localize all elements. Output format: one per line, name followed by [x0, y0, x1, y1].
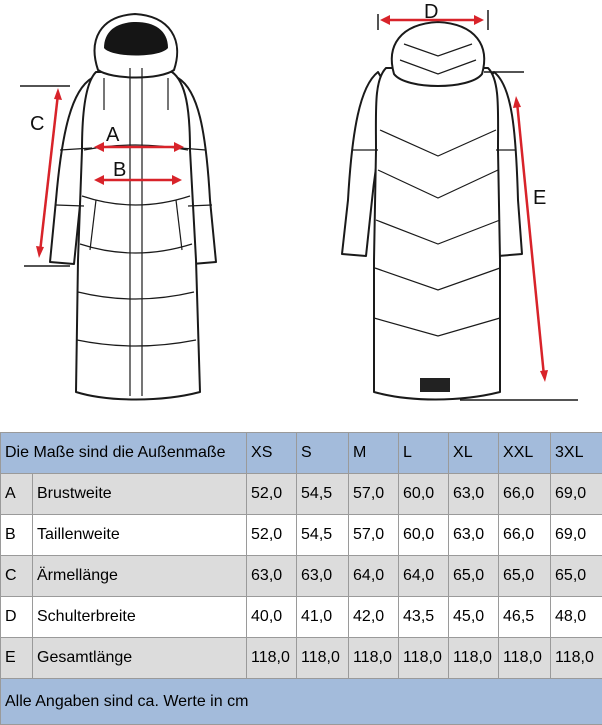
label-e: E — [533, 187, 546, 209]
measurement-cell: 118,0 — [399, 638, 449, 679]
label-d: D — [424, 1, 438, 23]
measurement-cell: 41,0 — [297, 597, 349, 638]
measurement-cell: 118,0 — [499, 638, 551, 679]
measurement-cell: 52,0 — [247, 515, 297, 556]
table-row — [1, 515, 602, 556]
size-header-cell: 3XL — [551, 433, 602, 474]
measurement-cell: 118,0 — [449, 638, 499, 679]
measurement-cell: 64,0 — [399, 556, 449, 597]
table-header-row — [1, 433, 602, 474]
label-b: B — [113, 159, 126, 181]
table-row — [1, 474, 602, 515]
measurement-cell: 63,0 — [449, 474, 499, 515]
row-name-cell: Schulterbreite — [33, 597, 247, 638]
measurement-cell: 54,5 — [297, 474, 349, 515]
measurement-cell: 66,0 — [499, 474, 551, 515]
size-header-cell: L — [399, 433, 449, 474]
row-name-cell: Taillenweite — [33, 515, 247, 556]
measurement-cell: 118,0 — [247, 638, 297, 679]
measurement-cell: 63,0 — [297, 556, 349, 597]
coat-front-view — [50, 14, 216, 400]
row-key-cell: A — [1, 474, 33, 515]
measurement-cell: 60,0 — [399, 474, 449, 515]
size-header-cell: XS — [247, 433, 297, 474]
measurement-cell: 118,0 — [349, 638, 399, 679]
row-name-cell: Brustweite — [33, 474, 247, 515]
measurement-cell: 63,0 — [449, 515, 499, 556]
coat-back-view — [342, 22, 522, 400]
measurement-cell: 52,0 — [247, 474, 297, 515]
measurement-cell: 65,0 — [499, 556, 551, 597]
back-hood — [392, 22, 484, 86]
back-body — [374, 68, 500, 400]
row-name-cell: Ärmellänge — [33, 556, 247, 597]
measurement-cell: 64,0 — [349, 556, 399, 597]
measurement-cell: 69,0 — [551, 515, 602, 556]
row-key-cell: B — [1, 515, 33, 556]
measurement-cell: 118,0 — [551, 638, 602, 679]
size-header-cell: S — [297, 433, 349, 474]
back-brand-patch — [420, 378, 450, 392]
measurement-cell: 65,0 — [449, 556, 499, 597]
size-header-cell: XXL — [499, 433, 551, 474]
table-row — [1, 556, 602, 597]
front-body — [76, 72, 200, 400]
measurement-cell: 57,0 — [349, 515, 399, 556]
measurement-cell: 42,0 — [349, 597, 399, 638]
row-name-cell: Gesamtlänge — [33, 638, 247, 679]
label-a: A — [106, 124, 120, 146]
measurement-cell: 43,5 — [399, 597, 449, 638]
measurement-cell: 63,0 — [247, 556, 297, 597]
measurement-cell: 66,0 — [499, 515, 551, 556]
measurement-cell: 57,0 — [349, 474, 399, 515]
table-header-label: Die Maße sind die Außenmaße — [1, 433, 247, 474]
table-footer-note: Alle Angaben sind ca. Werte in cm — [1, 679, 602, 725]
size-header-cell: M — [349, 433, 399, 474]
table-row — [1, 638, 602, 679]
measurement-cell: 46,5 — [499, 597, 551, 638]
row-key-cell: E — [1, 638, 33, 679]
measurement-cell: 54,5 — [297, 515, 349, 556]
measurement-cell: 65,0 — [551, 556, 602, 597]
row-key-cell: D — [1, 597, 33, 638]
measurement-cell: 118,0 — [297, 638, 349, 679]
label-c: C — [30, 113, 44, 135]
row-key-cell: C — [1, 556, 33, 597]
size-header-cell: XL — [449, 433, 499, 474]
table-footer-row — [1, 679, 602, 725]
table-row — [1, 597, 602, 638]
measurement-cell: 60,0 — [399, 515, 449, 556]
size-table — [0, 432, 602, 725]
measurement-cell: 69,0 — [551, 474, 602, 515]
measurement-cell: 45,0 — [449, 597, 499, 638]
measurement-cell: 48,0 — [551, 597, 602, 638]
measurement-cell: 40,0 — [247, 597, 297, 638]
